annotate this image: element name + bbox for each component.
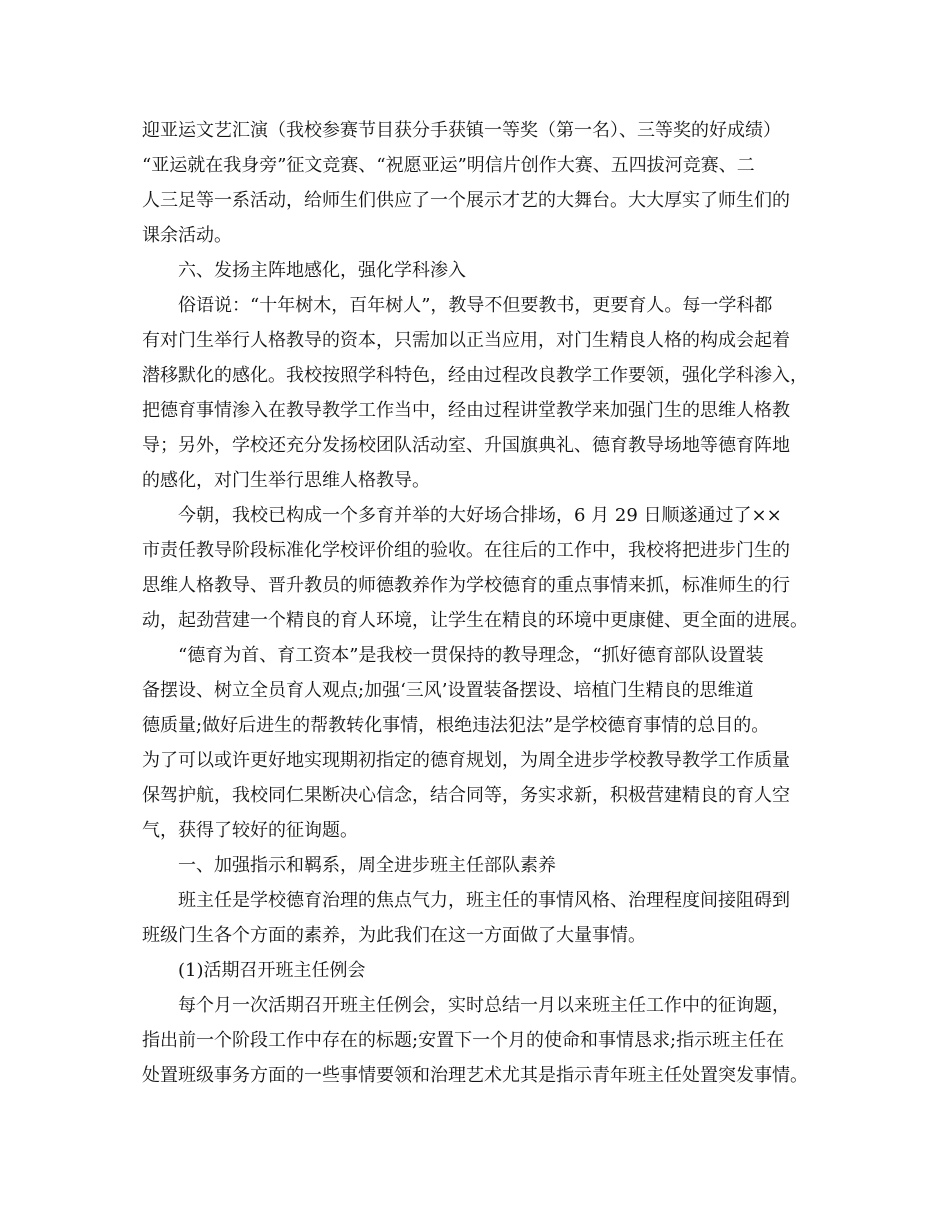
text-line: “亚运就在我身旁”征文竞赛、“祝愿亚运”明信片创作大赛、五四拔河竞赛、二 [142, 155, 755, 176]
text-line: 潜移默化的感化。我校按照学科特色，经由过程改良教学工作要领，强化学科渗入， [142, 365, 808, 386]
text-line: 动，起劲营建一个精良的育人环境，让学生在精良的环境中更康健、更全面的进展。 [142, 610, 808, 631]
text-line: 导；另外，学校还充分发扬校团队活动室、升国旗典礼、德育教导场地等德育阵地 [142, 435, 790, 456]
text-line: 每个月一次活期召开班主任例会，实时总结一月以来班主任工作中的征询题， [142, 995, 790, 1016]
body-text [142, 116, 832, 1096]
text-line: 课余活动。 [142, 225, 232, 246]
text-line: 气，获得了较好的征询题。 [142, 820, 358, 841]
text-line: 今朝，我校已构成一个多育并举的大好场合排场，6 月 29 日顺遂通过了×× [142, 505, 782, 526]
section-heading: 六、发扬主阵地感化，强化学科渗入 [142, 260, 466, 281]
text-line: 处置班级事务方面的一些事情要领和治理艺术尤其是指示青年班主任处置突发事情。 [142, 1065, 808, 1086]
text-line: 思维人格教导、晋升教员的师德教养作为学校德育的重点事情来抓，标准师生的行 [142, 575, 790, 596]
text-line: 有对门生举行人格教导的资本，只需加以正当应用，对门生精良人格的构成会起着 [142, 330, 790, 351]
text-line: 为了可以或许更好地实现期初指定的德育规划，为周全进步学校教导教学工作质量 [142, 750, 790, 771]
text-line: 的感化，对门生举行思维人格教导。 [142, 470, 430, 491]
text-line: 班主任是学校德育治理的焦点气力，班主任的事情风格、治理程度间接阻碍到 [142, 890, 790, 911]
text-line: 班级门生各个方面的素养，为此我们在这一方面做了大量事情。 [142, 925, 646, 946]
text-line: “德育为首、育工资本”是我校一贯保持的教导理念，“抓好德育部队设置装 [142, 645, 764, 666]
text-line: 把德育事情渗入在教导教学工作当中，经由过程讲堂教学来加强门生的思维人格教 [142, 400, 790, 421]
section-heading: 一、加强指示和羁系，周全进步班主任部队素养 [142, 855, 556, 876]
subsection-heading: (1)活期召开班主任例会 [142, 960, 366, 981]
text-line: 人三足等一系活动，给师生们供应了一个展示才艺的大舞台。大大厚实了师生们的 [142, 190, 790, 211]
text-line: 俗语说：“十年树木，百年树人”，教导不但要教书，更要育人。每一学科都 [142, 295, 773, 316]
text-line: 指出前一个阶段工作中存在的标题;安置下一个月的使命和事情恳求;指示班主任在 [142, 1030, 785, 1051]
text-line: 备摆设、树立全员育人观点;加强‘三风’设置装备摆设、培植门生精良的思维道 [142, 680, 754, 701]
text-line: 市责任教导阶段标准化学校评价组的验收。在往后的工作中，我校将把进步门生的 [142, 540, 790, 561]
text-line: 保驾护航，我校同仁果断决心信念，结合同等，务实求新，积极营建精良的育人空 [142, 785, 790, 806]
text-line: 德质量;做好后进生的帮教转化事情，根绝违法犯法”是学校德育事情的总目的。 [142, 715, 770, 736]
text-line: 迎亚运文艺汇演（我校参赛节目获分手获镇一等奖（第一名）、三等奖的好成绩） [142, 120, 781, 141]
